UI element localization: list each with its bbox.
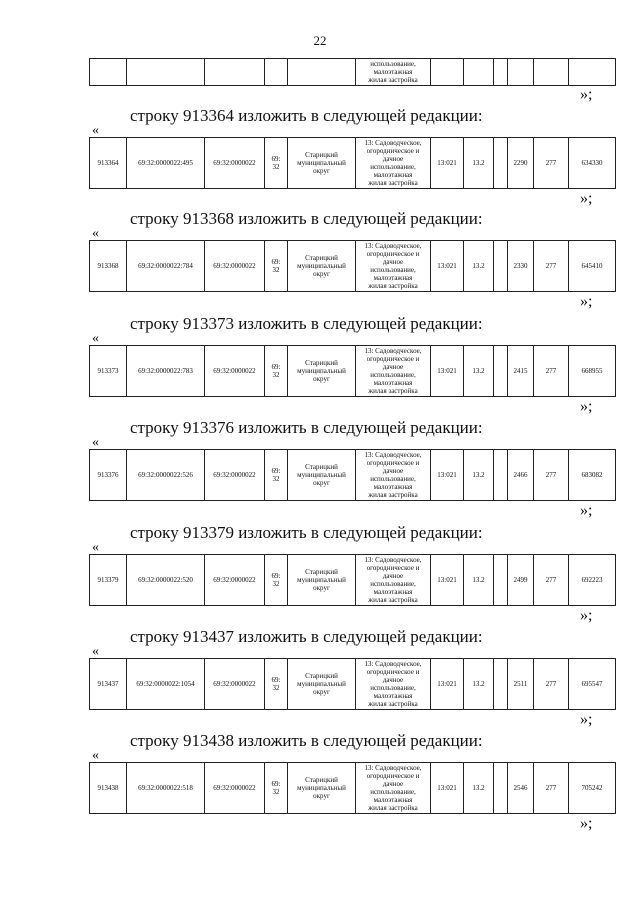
table-cell (90, 59, 127, 86)
entry-heading (130, 627, 483, 647)
cell-code: 69: 32 (265, 659, 288, 710)
cell-cadastral: 69:32:0000022:1054 (127, 659, 205, 710)
cell-rate: 277 (534, 763, 569, 814)
cell-cadastral: 69:32:0000022:495 (127, 138, 205, 189)
cell-value: 634330 (569, 138, 616, 189)
cell-area: 2290 (508, 138, 534, 189)
cell-empty (494, 450, 508, 501)
cell-district: Старицкий муниципальный округ (288, 346, 356, 397)
heading-text: строку 913364 изложить в следующей редакции: (130, 106, 483, 125)
heading-text: строку 913368 изложить в следующей редакции: (130, 209, 483, 228)
cell-code: 69: 32 (265, 346, 288, 397)
cell-factor: 13.2 (464, 659, 494, 710)
open-quote: « (92, 435, 99, 450)
entry-table (89, 240, 616, 292)
table-row (90, 241, 616, 292)
cell-code: 69: 32 (265, 555, 288, 606)
cell-area: 2499 (508, 555, 534, 606)
cell-empty (494, 138, 508, 189)
zone-line: использование, (370, 60, 416, 68)
table-row (90, 450, 616, 501)
heading-text: строку 913379 изложить в следующей редакции: (130, 523, 483, 542)
entry-table (89, 449, 616, 501)
cell-row-id: 913364 (90, 138, 127, 189)
entry-table (89, 137, 616, 189)
table-cell (127, 59, 205, 86)
table-cell (534, 59, 569, 86)
cell-empty (494, 346, 508, 397)
cell-empty (494, 555, 508, 606)
entry-heading (130, 731, 483, 751)
heading-text: строку 913376 изложить в следующей редакции: (130, 418, 483, 437)
cell-district: Старицкий муниципальный округ (288, 555, 356, 606)
cell-zone: 13: Садоводческое, огородническое и дачное использование, малоэтажная жилая застройка (356, 450, 431, 501)
table-row (90, 763, 616, 814)
table-cell (431, 59, 464, 86)
cell-zone: 13: Садоводческое, огородническое и дачное использование, малоэтажная жилая застройка (356, 138, 431, 189)
cell-district: Старицкий муниципальный округ (288, 763, 356, 814)
close-mark: »; (580, 293, 593, 310)
open-quote: « (92, 331, 99, 346)
close-mark: »; (580, 398, 593, 415)
entry-table (89, 762, 616, 814)
cell-factor: 13.2 (464, 450, 494, 501)
cell-row-id: 913379 (90, 555, 127, 606)
table-cell (288, 59, 356, 86)
cell-district: Старицкий муниципальный округ (288, 138, 356, 189)
table-cell (569, 59, 616, 86)
close-mark: »; (580, 607, 593, 624)
open-quote: « (92, 644, 99, 659)
cell-factor: 13.2 (464, 241, 494, 292)
table-row (90, 346, 616, 397)
cell-zone-code: 13:021 (431, 138, 464, 189)
cell-row-id: 913368 (90, 241, 127, 292)
table-cell (494, 59, 508, 86)
entry-heading (130, 314, 483, 334)
cell-row-id: 913376 (90, 450, 127, 501)
cell-code: 69: 32 (265, 450, 288, 501)
cell-rate: 277 (534, 659, 569, 710)
open-quote: « (92, 748, 99, 763)
open-quote: « (92, 123, 99, 138)
continuation-table (89, 58, 616, 86)
cell-cadastral: 69:32:0000022:783 (127, 346, 205, 397)
open-quote: « (92, 226, 99, 241)
cell-factor: 13.2 (464, 555, 494, 606)
heading-text: строку 913373 изложить в следующей редакции: (130, 314, 483, 333)
cell-rate: 277 (534, 138, 569, 189)
table-row (90, 659, 616, 710)
cell-value: 692223 (569, 555, 616, 606)
cell-area: 2546 (508, 763, 534, 814)
cell-value: 705242 (569, 763, 616, 814)
entry-heading (130, 418, 483, 438)
entry-table (89, 345, 616, 397)
cell-cadastral: 69:32:0000022:518 (127, 763, 205, 814)
entry-heading (130, 106, 483, 126)
cell-area: 2330 (508, 241, 534, 292)
cell-quarter: 69:32:0000022 (205, 346, 265, 397)
heading-text: строку 913437 изложить в следующей редакции: (130, 627, 483, 646)
cell-value: 668955 (569, 346, 616, 397)
table-cell (508, 59, 534, 86)
table-row (90, 138, 616, 189)
entry-heading (130, 209, 483, 229)
cell-rate: 277 (534, 346, 569, 397)
cell-rate: 277 (534, 450, 569, 501)
cell-empty (494, 763, 508, 814)
close-mark: »; (580, 502, 593, 519)
cell-cadastral: 69:32:0000022:784 (127, 241, 205, 292)
cell-zone-code: 13:021 (431, 555, 464, 606)
cell-cadastral: 69:32:0000022:520 (127, 555, 205, 606)
cell-factor: 13.2 (464, 346, 494, 397)
cell-zone-code: 13:021 (431, 241, 464, 292)
cell-zone: 13: Садоводческое, огородническое и дачное использование, малоэтажная жилая застройка (356, 346, 431, 397)
table-cell (205, 59, 265, 86)
cell-district: Старицкий муниципальный округ (288, 241, 356, 292)
cell-zone-code: 13:021 (431, 450, 464, 501)
cell-code: 69: 32 (265, 241, 288, 292)
close-mark: »; (580, 815, 593, 832)
cell-zone-code: 13:021 (431, 763, 464, 814)
cell-zone: 13: Садоводческое, огородническое и дачное использование, малоэтажная жилая застройка (356, 241, 431, 292)
cell-area: 2511 (508, 659, 534, 710)
table-cell (464, 59, 494, 86)
cell-area: 2466 (508, 450, 534, 501)
cell-empty (494, 241, 508, 292)
entry-table (89, 554, 616, 606)
zone-line: малоэтажная (373, 68, 413, 76)
open-quote: « (92, 540, 99, 555)
table-cell (265, 59, 288, 86)
cell-quarter: 69:32:0000022 (205, 555, 265, 606)
cell-value: 683082 (569, 450, 616, 501)
cell-row-id: 913373 (90, 346, 127, 397)
cell-value: 645410 (569, 241, 616, 292)
entry-heading (130, 523, 483, 543)
page-number: 22 (313, 33, 327, 48)
cell-zone: 13: Садоводческое, огородническое и дачное использование, малоэтажная жилая застройка (356, 555, 431, 606)
cell-value: 695547 (569, 659, 616, 710)
close-mark: »; (580, 190, 593, 207)
cell-zone-code: 13:021 (431, 346, 464, 397)
zone-line: жилая застройка (368, 76, 418, 84)
cell-code: 69: 32 (265, 763, 288, 814)
cell-code: 69: 32 (265, 138, 288, 189)
cell-quarter: 69:32:0000022 (205, 241, 265, 292)
entry-table (89, 658, 616, 710)
cell-empty (494, 659, 508, 710)
cell-rate: 277 (534, 241, 569, 292)
cell-area: 2415 (508, 346, 534, 397)
cell-factor: 13.2 (464, 138, 494, 189)
cell-row-id: 913437 (90, 659, 127, 710)
cell-zone-code: 13:021 (431, 659, 464, 710)
heading-text: строку 913438 изложить в следующей редакции: (130, 731, 483, 750)
close-mark: »; (580, 86, 593, 103)
cell-quarter: 69:32:0000022 (205, 450, 265, 501)
cell-row-id: 913438 (90, 763, 127, 814)
cell-district: Старицкий муниципальный округ (288, 659, 356, 710)
cell-cadastral: 69:32:0000022:526 (127, 450, 205, 501)
cell-quarter: 69:32:0000022 (205, 659, 265, 710)
cell-factor: 13.2 (464, 763, 494, 814)
cell-district: Старицкий муниципальный округ (288, 450, 356, 501)
cell-quarter: 69:32:0000022 (205, 763, 265, 814)
close-mark: »; (580, 711, 593, 728)
cell-zone: 13: Садоводческое, огородническое и дачное использование, малоэтажная жилая застройка (356, 763, 431, 814)
cell-zone: 13: Садоводческое, огородническое и дачное использование, малоэтажная жилая застройка (356, 659, 431, 710)
cell-quarter: 69:32:0000022 (205, 138, 265, 189)
table-cell-zone (356, 59, 431, 86)
cell-rate: 277 (534, 555, 569, 606)
table-row (90, 555, 616, 606)
